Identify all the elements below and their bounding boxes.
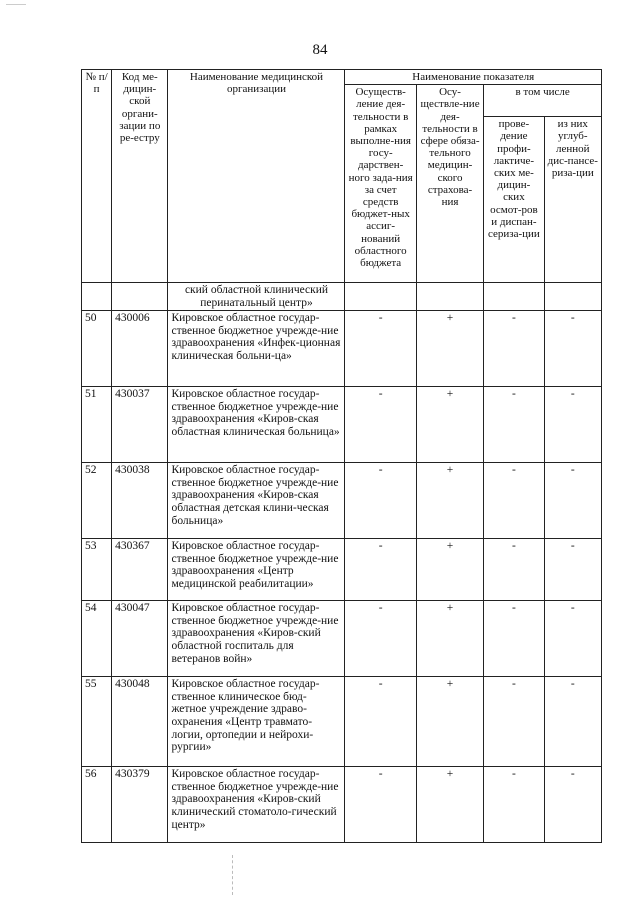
row-code: 430037 — [112, 387, 168, 463]
row-oms: + — [416, 677, 483, 767]
row-num: 51 — [82, 387, 112, 463]
row-deep: - — [544, 539, 601, 601]
row-deep: - — [544, 311, 601, 387]
table-row — [82, 767, 602, 843]
row-budget: - — [345, 387, 416, 463]
row-prof: - — [484, 539, 544, 601]
header-including: в том числе — [484, 85, 602, 117]
table-row — [82, 283, 602, 311]
row-code: 430047 — [112, 601, 168, 677]
row-oms: + — [416, 601, 483, 677]
continuation-name: ский областной клинический перинатальный центр» — [168, 283, 345, 311]
row-oms: + — [416, 311, 483, 387]
row-code: 430379 — [112, 767, 168, 843]
row-budget: - — [345, 539, 416, 601]
row-oms: + — [416, 539, 483, 601]
row-org-name: Кировское областное государ-ственное бюджетное учрежде-ние здравоохранения «Киров-ский областной госпиталь для ветеранов войн» — [168, 601, 345, 677]
row-code: 430048 — [112, 677, 168, 767]
row-prof: - — [484, 387, 544, 463]
row-num: 55 — [82, 677, 112, 767]
row-budget: - — [345, 463, 416, 539]
row-prof: - — [484, 767, 544, 843]
row-deep: - — [544, 767, 601, 843]
table-row — [82, 387, 602, 463]
table-row — [82, 601, 602, 677]
scan-mark — [232, 855, 234, 895]
header-budget: Осуществ-ление дея-тельности в рамках выполне-ния госу-дарствен-ного зада-ния за счет средств бюджет-ных ассиг-нований областного бюджета — [345, 85, 416, 283]
scan-mark — [6, 4, 26, 6]
row-oms: + — [416, 463, 483, 539]
row-org-name: Кировское областное государ-ственное бюджетное учрежде-ние здравоохранения «Киров-ский клинический стоматоло-гический центр» — [168, 767, 345, 843]
row-budget: - — [345, 677, 416, 767]
row-oms: + — [416, 767, 483, 843]
table-row — [82, 539, 602, 601]
medical-organizations-table — [81, 69, 602, 843]
row-num: 54 — [82, 601, 112, 677]
row-deep: - — [544, 601, 601, 677]
table-row — [82, 311, 602, 387]
page-number: 84 — [312, 42, 328, 58]
row-oms: + — [416, 387, 483, 463]
header-oms: Осу-ществле-ние дея-тельности в сфере обяза-тельного медицин-ского страхова-ния — [416, 85, 483, 283]
row-code: 430038 — [112, 463, 168, 539]
header-num: № п/п — [82, 70, 112, 283]
row-org-name: Кировское областное государ-ственное бюджетное учрежде-ние здравоохранения «Инфек-ционная клиническая больни-ца» — [168, 311, 345, 387]
row-budget: - — [345, 601, 416, 677]
row-code: 430006 — [112, 311, 168, 387]
header-row — [82, 70, 602, 85]
row-org-name: Кировское областное государ-ственное клиническое бюд-жетное учреждение здраво-охранения «Центр травмато-логии, ортопедии и нейрохи-рургии» — [168, 677, 345, 767]
row-deep: - — [544, 387, 601, 463]
row-prof: - — [484, 677, 544, 767]
row-org-name: Кировское областное государ-ственное бюджетное учрежде-ние здравоохранения «Киров-ская областная клиническая больница» — [168, 387, 345, 463]
header-code: Код ме-дицин-ской органи-зации по ре-естру — [112, 70, 168, 283]
row-prof: - — [484, 463, 544, 539]
row-code: 430367 — [112, 539, 168, 601]
row-prof: - — [484, 311, 544, 387]
header-indicator-group: Наименование показателя — [345, 70, 602, 85]
row-num: 56 — [82, 767, 112, 843]
row-budget: - — [345, 767, 416, 843]
table-row — [82, 677, 602, 767]
row-deep: - — [544, 463, 601, 539]
row-prof: - — [484, 601, 544, 677]
header-name: Наименование медицинской организации — [168, 70, 345, 283]
row-num: 50 — [82, 311, 112, 387]
row-num: 52 — [82, 463, 112, 539]
row-org-name: Кировское областное государ-ственное бюджетное учрежде-ние здравоохранения «Центр медицинской реабилитации» — [168, 539, 345, 601]
row-deep: - — [544, 677, 601, 767]
row-org-name: Кировское областное государ-ственное бюджетное учрежде-ние здравоохранения «Киров-ская областная детская клини-ческая больница» — [168, 463, 345, 539]
row-num: 53 — [82, 539, 112, 601]
header-prof: прове-дение профи-лактиче-ских ме-дицин-ских осмот-ров и диспан-сериза-ции — [484, 117, 544, 283]
header-deep: из них углуб-ленной дис-пансе-риза-ции — [544, 117, 601, 283]
table-row — [82, 463, 602, 539]
row-budget: - — [345, 311, 416, 387]
